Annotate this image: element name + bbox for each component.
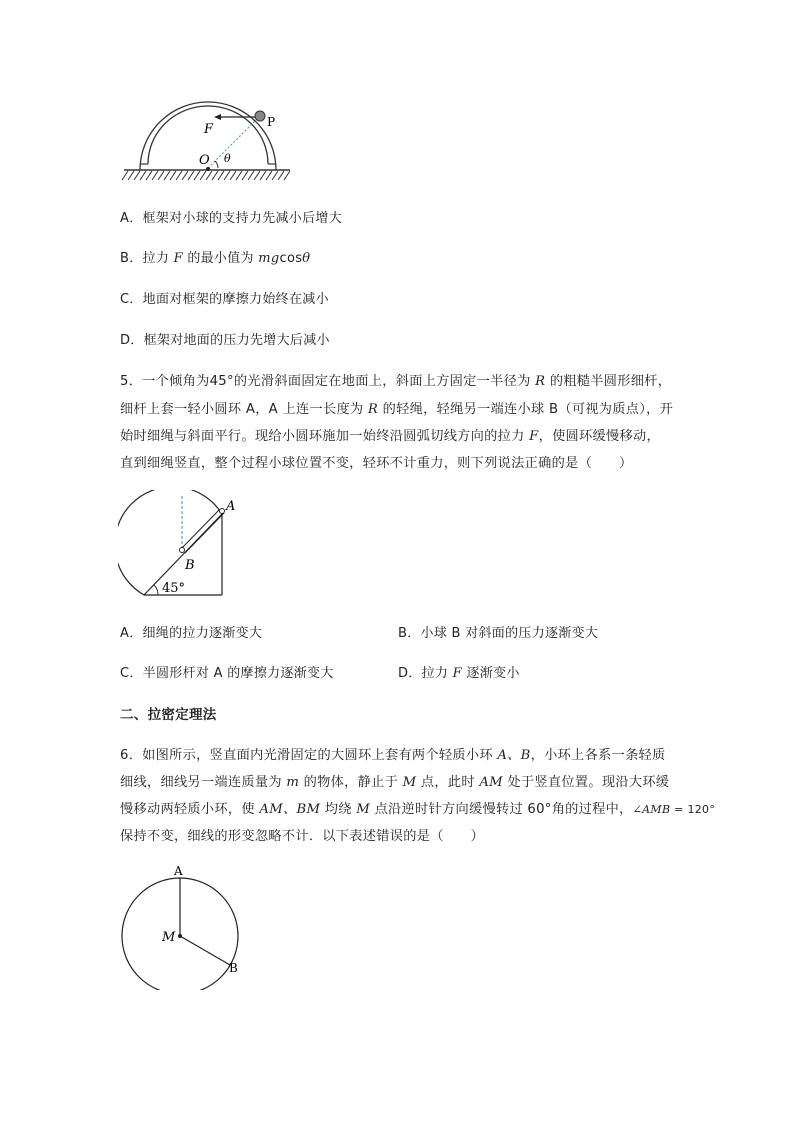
q6-l2-d: 处于竖直位置。现沿大环缓: [502, 775, 670, 790]
q5-line2-R: R: [367, 402, 379, 417]
label-P: P: [267, 115, 276, 129]
incline-ring-figure: [118, 490, 248, 600]
line-BM: [180, 936, 230, 965]
semicircle-rod: [118, 490, 222, 595]
force-F-arrowhead: [214, 114, 221, 120]
q6-l3-a: 慢移动两轻质小环，使: [120, 802, 260, 817]
ground-hatching: [122, 171, 290, 180]
q6-l2-AM: AM: [479, 775, 503, 790]
q4-option-D: D．框架对地面的压力先增大后减小: [120, 333, 330, 348]
radius-dashed-line: [208, 118, 258, 168]
label-F: F: [204, 122, 214, 137]
q5-line2: [120, 398, 673, 417]
q6-l1-AB: A、B: [497, 748, 531, 763]
q4-option-B-prefix: B．拉力: [120, 251, 174, 266]
q5-option-B: B．小球 B 对斜面的压力逐渐变大: [398, 626, 599, 641]
label-theta: θ: [224, 152, 231, 165]
q4-option-B-expr: mg: [258, 251, 280, 266]
label-45: 45°: [162, 581, 186, 596]
label-M: M: [162, 930, 176, 945]
ring-AMB-figure: [116, 860, 266, 990]
q6-l3-b: 均绕: [320, 802, 357, 817]
q6-l1-a: 6．如图所示，竖直面内光滑固定的大圆环上套有两个轻质小环: [120, 748, 498, 763]
q6-l2-b: 的物体，静止于: [299, 775, 403, 790]
q5-line3: [120, 425, 660, 444]
q5-line1-a: 5．一个倾角为45°的光滑斜面固定在地面上，斜面上方固定一半径为: [120, 374, 536, 389]
angle-arc: [154, 585, 158, 595]
q6-l3-c: 点沿逆时针方向缓慢转过 60°角的过程中，: [370, 802, 633, 817]
q4-option-B-theta: θ: [302, 251, 311, 266]
q4-option-B-cos: cos: [279, 251, 303, 266]
q4-option-B-F: F: [173, 251, 183, 266]
q5-option-C: C．半圆形杆对 A 的摩擦力逐渐变大: [120, 666, 334, 681]
q6-l3-angle: ∠AMB: [632, 803, 671, 816]
q4-option-B-mid: 的最小值为: [182, 251, 259, 266]
ball-P: [255, 111, 265, 121]
section-heading: 二、拉密定理法: [120, 707, 217, 723]
q5-line1-b: 的粗糙半圆形细杆，: [545, 374, 672, 389]
q4-option-B: [120, 247, 310, 266]
q5-line1: [120, 370, 671, 389]
q6-line3: [120, 798, 715, 817]
q5-option-D: [398, 662, 520, 681]
q5-line3-b: ，使圆环缓慢移动，: [538, 429, 660, 444]
q5-option-D-prefix: D．拉力: [398, 666, 453, 681]
q4-option-C: C．地面对框架的摩擦力始终在减小: [120, 292, 329, 307]
q5-line3-F: F: [529, 429, 539, 444]
label-A: A: [226, 499, 236, 514]
q5-option-A: A．细绳的拉力逐渐变大: [120, 626, 263, 641]
rope-AB-2: [185, 513, 224, 553]
label-B: B: [229, 961, 238, 975]
ring-A: [220, 509, 225, 514]
theta-arc: [215, 161, 218, 168]
ball-B: [180, 548, 185, 553]
q6-l3-AMBM: AM、BM: [259, 802, 321, 817]
q6-l2-a: 细线，细线另一端连质量为: [120, 775, 287, 790]
q5-line3-a: 始时细绳与斜面平行。现给小圆环施加一始终沿圆弧切线方向的拉力: [120, 429, 530, 444]
point-M: [178, 934, 182, 938]
q5-line2-a: 细杆上套一轻小圆环 A，A 上连一长度为: [120, 402, 368, 417]
semicircle-frame-figure: [118, 100, 298, 190]
q6-line2: [120, 771, 669, 790]
q6-line1: [120, 744, 666, 763]
q5-line2-b: 的轻绳，轻绳另一端连小球 B（可视为质点），开: [378, 402, 674, 417]
rope-AB-1: [180, 510, 219, 550]
q5-line1-R: R: [535, 374, 546, 389]
q4-option-A: A．框架对小球的支持力先减小后增大: [120, 211, 342, 226]
label-O: O: [199, 153, 210, 168]
q6-l2-m: m: [286, 775, 300, 790]
q5-option-D-suffix: 逐渐变小: [461, 666, 520, 681]
label-A: A: [174, 864, 183, 878]
label-B: B: [185, 558, 195, 573]
q5-option-D-F: F: [452, 666, 462, 681]
q5-line4: 直到细绳竖直，整个过程小球位置不变，轻环不计重力，则下列说法正确的是（ ）: [120, 456, 633, 471]
q6-l3-eq: = 120°: [670, 803, 716, 816]
q6-l2-c: 点，此时: [416, 775, 480, 790]
q6-l3-M: M: [356, 802, 371, 817]
q6-l2-M: M: [402, 775, 417, 790]
q6-l1-b: ，小环上各系一条轻质: [530, 748, 666, 763]
q6-line4: 保持不变，细线的形变忽略不计．以下表述错误的是（ ）: [120, 829, 485, 844]
